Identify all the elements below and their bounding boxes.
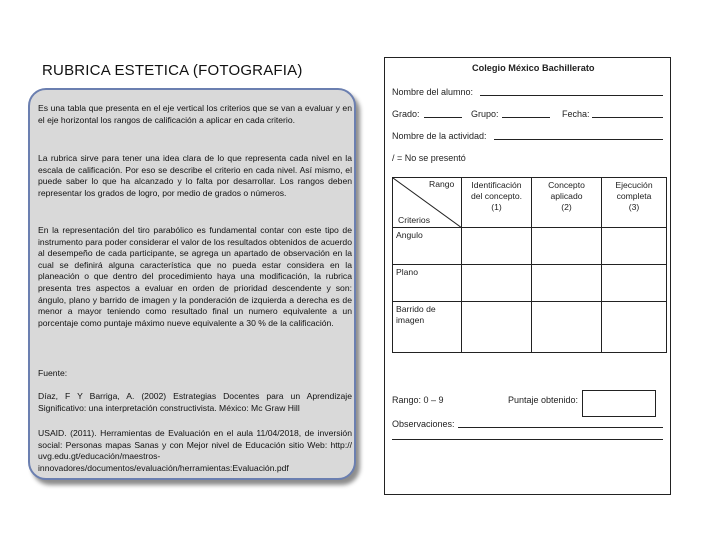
observations-label: Observaciones: — [392, 419, 455, 429]
info-paragraph-definition: Es una tabla que presenta en el eje vertical los criterios que se van a evaluar y en el eje horizontal los rangos de calificación a aplicar en cada criterio. — [38, 103, 352, 125]
criterion-image-sweep: Barrido de imagen — [393, 302, 462, 353]
observations-line[interactable] — [392, 439, 663, 440]
activity-name-field[interactable] — [494, 139, 663, 140]
column-header-title: Concepto — [548, 180, 585, 190]
score-cell[interactable] — [532, 228, 602, 265]
student-name-label: Nombre del alumno: — [392, 87, 474, 97]
column-header-score: (3) — [628, 202, 640, 212]
criterion-plane: Plano — [393, 265, 462, 302]
score-cell[interactable] — [462, 302, 532, 353]
info-paragraph-application: En la representación del tiro parabólico es fundamental contar con este tipo de instrumento para poder considerar el valor de los resultados obtenidos de acuerdo al desempeño de cada participante, se agrega un apartado de observación en la cual se definirá alguna característica que no pueda estar considera en la planeación o que dentro del procedimiento haya una modificación, la rubrica presenta tres aspectos a evaluar en orden de prioridad descendente y son: ángulo, plano y barrido de imagen y la ponderación de izquierda a derecha es de menor a mayor teniendo como resultado final un numero equivalente a un porcentaje como puntaje máximo nueve equivalente a 30 % de la calificación. — [38, 225, 352, 328]
grade-field[interactable] — [424, 117, 462, 118]
school-name: Colegio México Bachillerato — [472, 63, 595, 73]
column-header-title: Identificación — [471, 180, 522, 190]
column-header-applied — [532, 178, 602, 228]
date-field[interactable] — [592, 117, 663, 118]
column-header-identification — [462, 178, 532, 228]
observations-line[interactable] — [458, 427, 663, 428]
score-cell[interactable] — [532, 302, 602, 353]
range-label: Rango: 0 – 9 — [392, 395, 444, 405]
student-name-field[interactable] — [480, 95, 663, 96]
legend-not-presented: / = No se presentó — [392, 153, 466, 163]
activity-name-label: Nombre de la actividad: — [392, 131, 487, 141]
score-cell[interactable] — [602, 302, 667, 353]
score-cell[interactable] — [602, 265, 667, 302]
score-cell[interactable] — [462, 265, 532, 302]
group-label: Grupo: — [471, 109, 499, 119]
info-reference-diaz: Díaz, F Y Barriga, A. (2002) Estrategias Docentes para un Aprendizaje Significativo: una interpretación constructivista. México: Mc Graw Hill — [38, 391, 352, 413]
date-label: Fecha: — [562, 109, 590, 119]
rubric-table — [392, 177, 667, 353]
column-header-subtitle: completa — [616, 191, 652, 201]
column-header-execution — [602, 178, 667, 228]
slide-title: RUBRICA ESTETICA (FOTOGRAFIA) — [42, 62, 303, 79]
column-header-title: Ejecución — [615, 180, 653, 190]
column-header-score: (1) — [491, 202, 502, 212]
rubric-corner-cell — [393, 178, 462, 228]
criterion-angle: Angulo — [393, 228, 462, 265]
score-obtained-label: Puntaje obtenido: — [508, 395, 579, 405]
corner-range-label: Rango — [429, 179, 455, 189]
info-source-label: Fuente: — [38, 368, 68, 378]
score-cell[interactable] — [462, 228, 532, 265]
group-field[interactable] — [502, 117, 550, 118]
corner-criteria-label: Criterios — [398, 215, 430, 225]
grade-label: Grado: — [392, 109, 420, 119]
score-obtained-box[interactable] — [582, 390, 656, 417]
column-header-subtitle: del concepto. — [470, 191, 523, 201]
column-header-subtitle: aplicado — [550, 191, 583, 201]
info-paragraph-purpose: La rubrica sirve para tener una idea clara de lo que representa cada nivel en la escala de calificación. Por eso se describe el criterio en cada nivel. Así mismo, el puede saber lo que ha alcanzado y lo falta por desarrollar. Los rangos deben representar los grados de logro, por medio de grados o números. — [38, 153, 352, 198]
info-reference-usaid: USAID. (2011). Herramientas de Evaluación en el aula 11/04/2018, de inversión social: Personas mapas Sanas y con Mejor nivel de Educación sitio Web: http:// uvg.edu.gt/educación/maestros-innovadores/documentos/evaluación/herramientas:Evaluación.pdf — [38, 428, 352, 473]
column-header-score: (2) — [561, 202, 572, 212]
score-cell[interactable] — [602, 228, 667, 265]
score-cell[interactable] — [532, 265, 602, 302]
